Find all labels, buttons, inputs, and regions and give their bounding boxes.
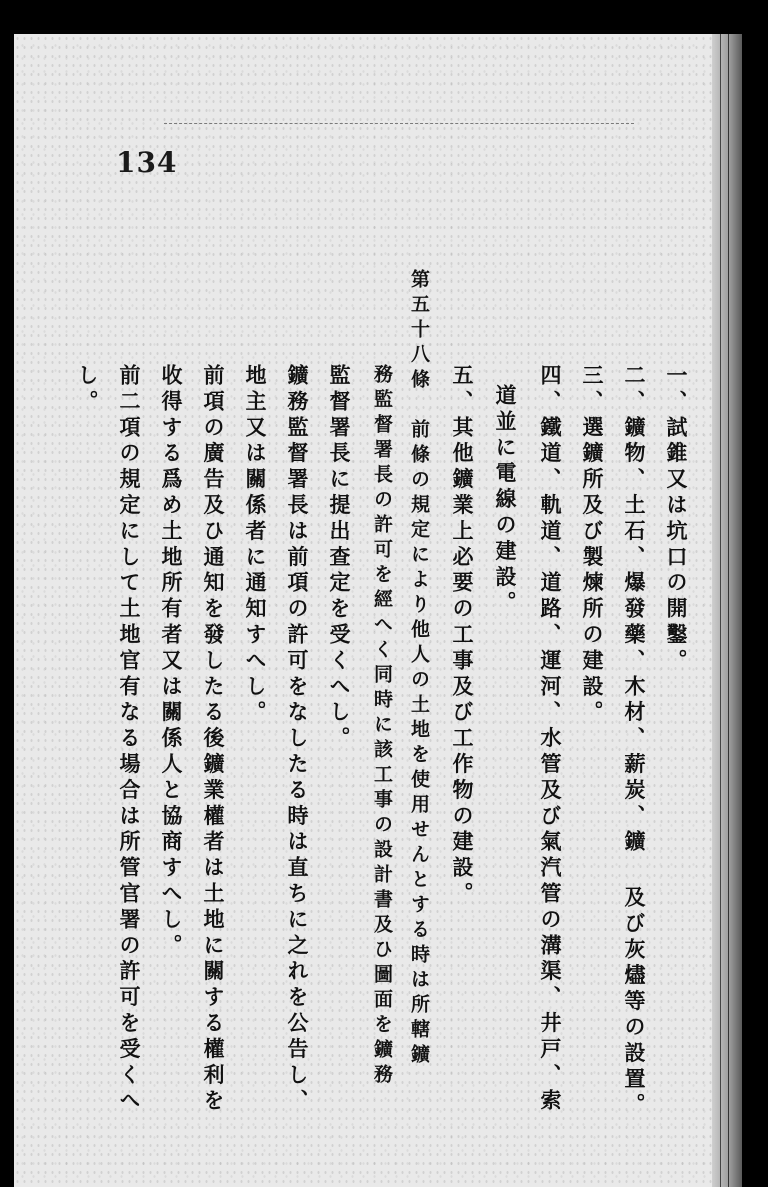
text-column-6: 五、其他鑛業上必要の工事及び工作物の建設。 bbox=[450, 364, 475, 908]
text-column-14: 前二項の規定にして土地官有なる場合は所管官署の許可を受くへ bbox=[117, 364, 142, 1116]
page-number: 134 bbox=[116, 146, 178, 179]
book-spine bbox=[712, 34, 742, 1187]
text-column-4: 四、鐵道、軌道、道路、運河、水管及び氣汽管の溝渠、井戸、索 bbox=[538, 364, 563, 1116]
text-column-15: し。 bbox=[75, 364, 100, 416]
text-column-13: 收得する爲め土地所有者又は關係人と協商すへし。 bbox=[159, 364, 184, 960]
text-column-9: 監督署長に提出查定を受くへし。 bbox=[327, 364, 352, 753]
book-page bbox=[14, 34, 742, 1187]
text-column-1: 一、試錐又は坑口の開鑿。 bbox=[664, 364, 689, 675]
text-column-7: 第五十八條 前條の規定により他人の土地を使用せんとする時は所轄鑛 bbox=[408, 269, 430, 1069]
text-column-3: 三、選鑛所及び製煉所の建設。 bbox=[580, 364, 605, 727]
text-column-5: 道並に電線の建設。 bbox=[493, 384, 518, 618]
text-column-11: 地主又は關係者に通知すへし。 bbox=[243, 364, 268, 727]
text-column-2: 二、鑛物、土石、爆發藥、木材、薪炭、鑛 及び灰燼等の設置。 bbox=[622, 364, 647, 1120]
text-column-8: 務監督署長の許可を經へく同時に該工事の設計書及ひ圖面を鑛務 bbox=[371, 364, 393, 1089]
header-rule bbox=[164, 123, 634, 124]
text-column-12: 前項の廣告及ひ通知を發したる後鑛業權者は土地に關する權利を bbox=[201, 364, 226, 1116]
text-column-10: 鑛務監督署長は前項の許可をなしたる時は直ちに之れを公告し、 bbox=[285, 364, 310, 1116]
